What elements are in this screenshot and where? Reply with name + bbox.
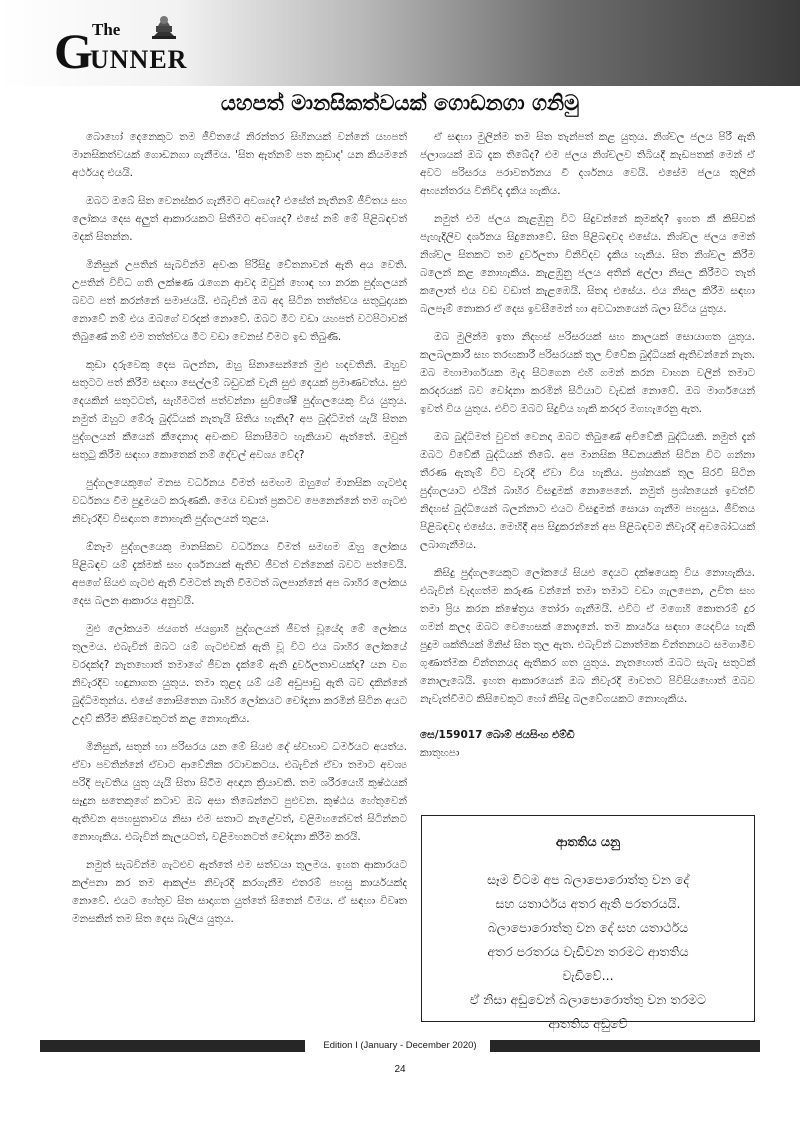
paragraph: ඕනෑම පුද්ගලයෙකු මානසිකව වර්ධනය වීමත් සමඟම ඔහු ලෝකය පිළිබඳව යම් දැක්මක් සහ දර්ශනයක් ඇතිව ජීවත් වන්නෙක් බවට පත්වෙයි. අපගේ සියළු ගැටළු ඇති වීමටත් නැති වීමටත් බලපාන්නේ අප බාහිර ලෝකය දෙස බලන ආකාරය අනුවයි. <box>72 541 407 607</box>
quote-line: වැඩිවේ... <box>562 968 614 983</box>
right-column <box>420 128 755 762</box>
author-name: සෙ/159017 බොම් ජයසිංහ එම්ඩී <box>420 729 575 741</box>
quote-line: සෑම විටම අප බලාපොරොත්තු වන දේ <box>487 872 689 887</box>
quote-line: බලාපොරොත්තු වන දේ සහ යතාර්ථය <box>487 920 689 935</box>
logo-letter-g: G <box>54 23 93 79</box>
quote-line: ඒ නිසා අඩුවෙන් බලාපොරොත්තු වන තරමට <box>469 992 707 1007</box>
quote-box-title: ආතතිය යනු <box>555 834 621 849</box>
quote-line: අතර පරතරය වැඩිවන තරමට ආතතිය <box>487 944 689 959</box>
page-number: 24 <box>394 1064 406 1075</box>
paragraph: මිනිසුන් උපතින් සැබවින්ම අවංක පිරිසිදු චේතනාවන් ඇති අය වෙති. උපතින් විවිධ ගති ලක්ෂණ රැගෙන ආවද ඔවුන් හොඳ හා නරක පුද්ගලයන් බවට පත් කරන්නේ සමාජයයි. එබැවින් ඔබ අද සිටින තත්ත්වය සතුටුදායක නොවේ නම් එය ඔබගේ වරදක් නොවේ. ඔබට මීට වඩා යහපත් වටපිටාවක් තිබුණේ නම් එම තත්ත්වය මීට වඩා වෙනස් වීමට ඉඩ තිබුණි. <box>72 259 407 343</box>
paragraph: ඔබ මුලින්ම ඉතා නිදහස් පරිසරයක් සහ කාලයක් සොයාගත යුතුය. කලබලකාරී සහ තරඟකාරී පරිසරයක් තුල විවේක බුද්ධියක් ඇතිවන්නේ නැත. ඔබ මහාමාර්ගයක මැද සිටගෙන එහි ගමන් කරන වාහන වලින් තමාට කරදරයක් බව චෝදනා කරමින් සිටියාට වැඩක් නොවේ. ඔබ මාර්ගයෙන් ඉවත් විය යුතුය. එවිට ඔබට සිදුවිය හැකි කරදර මගහැරෙනු ඇත. <box>420 331 755 415</box>
paragraph: බොහෝ දෙනෙකුට තම ජීවිතයේ නිරන්තර සිහිනයක් වන්නේ යහපත් මානසිකත්වයක් ගොඩනගා ගැනීමය. 'සිත ඇත්නම් පත කුඩාද' යන කියමනේ අර්ථයද එයයි. <box>72 131 407 179</box>
paragraph: ඒ සඳහා මුලින්ම තම සිත තැන්පත් කළ යුතුය. නිශ්චල ජලය පිරී ඇති ජලාශයක් ඔබ දැක තිබේද? එම ජලය නිශ්චලව තිබියදී කැඩපතක් මෙන් ඒ අවට පරිසරය පරාවර්තනය වී දර්ශනය වෙයි. එසේම ජලය තුලින් අභ්‍යන්තරය විනිවිද දැකිය හැකිය. <box>420 131 755 197</box>
paragraph: නමුත් සැබවින්ම ගැටළුව ඇත්තේ එම සත්වයා තුලමය. ඉහත ආකාරයට කල්පනා කර තම ආකල්ප නිවැරදි කරගැනීම එතරම් පහසු කාර්යයක්ද නොවේ. එයට හේතුව සිත සාදාගත යුත්තේ සිතෙන් වීමය. ඒ සඳහා විවෘත මනසකින් තම සිත දෙස බැලිය යුතුය. <box>72 859 407 925</box>
left-column <box>72 128 407 938</box>
quote-box-body <box>432 868 744 1036</box>
paragraph: පුද්ගලයෙකුගේ මනස වර්ධනය වීමත් සමඟම ඔහුගේ මානසික ගැටළුද වර්ධනය වීම පුදුමයට කරුණකි. මෙය වඩාත් ප්‍රකටව පෙනෙන්නේ තම ගැටළු නිවැරදිව විසඳාගත නොහැකි පුද්ගලයන් තුළය. <box>72 477 407 525</box>
crest-icon <box>150 12 178 42</box>
the-gunner-logo <box>52 18 202 84</box>
paragraph: නමුත් එම ජලය කැළඹුනු විට සිදුවන්නේ කුමක්ද? ඉහත කී කිසිවක් පැහැදිලිව දර්ශනය සිදුනොවේ. සිත පිළිබඳවද එසේය. නිශ්චල ජලය මෙන් නිශ්චල සිතකට තම දුර්වලතා විනිවිදව දැකිය හැකිය. සිත නිශ්චල කිරීම බලෙන් කළ නොහැකිය. කැළඹුනු ජලය අතින් අල්ලා නිසල කිරීමට තැත් කලොත් එය වඩ වඩාත් කැළඹෙයි. සිතද එසේය. එය නිසල කිරීම සඳහා බලපෑම් නොකර ඒ දෙස ඉවසීමෙන් හා අවධානයෙන් බලා සිටිය යුතුය. <box>420 213 755 315</box>
paragraph: කුඩා දරුවෙකු දෙස බලන්න, ඔහු සිනාසෙන්නේ මුළු හදවතිනි. ඔහුව සතුටට පත් කිරීම සඳහා සෙල්ලම් බඩුවක් වැනි සුළු දෙයක් ප්‍රමාණවත්ය. සුළු දෙයකින් සතුටටත්, සැහීමටත් පත්වන්නා සුවිශේෂී පුද්ගලයෙකු විය යුතුය. නමුත් ඔහුට මේරූ බුද්ධියක් නැතැයි සිතිය හැකිද? අප බුද්ධිමත් යැයි සිතන පුද්ගලයන් කීයෙන් කීදෙනාද අවංකව සිනාසීමට හැකියාව ඇත්තේ. ඔවුන් සතුටු කිරීම සඳහා කොතෙක් නම් දේවල් අවශ්‍ය වේද? <box>72 359 407 461</box>
logo-word-the: The <box>92 20 121 39</box>
article-title: යහපත් මානසිකත්වයක් ගොඩනගා ගනිමු <box>220 91 580 115</box>
paragraph: මිනිසුන්, සතුන් හා පරිසරය යන මේ සියළු දේ ස්වභාව ධර්මයට අයත්ය. ඒවා පවතින්නේ ඒවාට ආවේනික රටාවකටය. එබැවින් ඒවා තමාට අවශ්‍ය පරිදි පැවතිය යුතු යැයි සිතා සිටීම අඥාන ක්‍රියාවකි. තම ශරීරයෙහි කුෂ්ඨයක් සෑදුන සතෙකුගේ කටාව ඔබ අසා තිබෙන්නට පුළුවන. කුෂ්ඨය හේතුවෙන් ඇතිවන අපහසුතාවය නිසා එම සතාට කැළේවත්, වළිමහනේවත් සිටින්නට නොහැකිය. එබැවින් කැලයටත්, වළිමහනටත් චෝදනා කිරීම කරයි. <box>72 741 407 843</box>
author-block <box>420 726 755 762</box>
quote-box <box>421 815 755 1031</box>
author-location: කාතුහපා <box>420 747 460 759</box>
paragraph: ඔබ බුද්ධිමත් වුවත් වෙනදා ඔබට තිබුණේ අවිවේකී බුද්ධියකි. නමුත් දැන් ඔබට විවේකී බුද්ධියක් තිබේ. අප මානසික පීඩනයකින් සිටින විට ගන්නා තීරණ ඇතැම් විට වැරදි ඒවා විය හැකිය. ප්‍රශ්නයක් තුල සිරවී සිටින පුද්ගලයාට එයින් බාහිර විසඳුමක් නොපෙනේ. නමුත් ප්‍රශ්නයෙන් ඉවත්වී නිදහස් බුද්ධියෙන් බලන්නාට එයට විසඳුමක් සොයා ගැනීම පහසුය. ජීවිතය පිළිබඳවද එසේය. මෙහිදී අප සිදුකරන්නේ අප පිළිබඳවම නිවැරදි අවබෝධයක් ලබාගැනීමය. <box>420 431 755 551</box>
quote-line: සහ යතාර්ථය අතර ඇති පරතරයයි. <box>495 896 681 911</box>
logo-word-unner: UNNER <box>90 45 188 74</box>
paragraph: ඔබට ඔබේ සිත වෙනස්කර ගැනීමට අවශ්‍යද? එසේත් නැතිනම් ජීවිතය සහ ලෝකය දෙස අලුත් ආකාරයකට සිතීමට අවශ්‍යද? එසේ නම් මේ පිළිබඳවත් මදක් සිතන්න. <box>72 195 408 243</box>
quote-line: ආතතිය අඩුවේ <box>548 1016 628 1031</box>
paragraph: කිසිදු පුද්ගලයෙකුට ලෝකයේ සියළු දෙයට දක්ෂයෙකු විය නොහැකිය. එබැවින් වැදගත්ම කරුණ වන්නේ තමා තමාට වඩා ගැලපෙන, උචිත සහ තමා ප්‍රිය කරන ක්ෂේත්‍රය තෝරා ගැනීමයි. එවිට ඒ මගෙහි කොතරම් දුර ගමන් කලද ඔබට වෙහෙසක් නොදැනේ. තම කාර්යය සඳහා යෙදවිය හැකි පුදුම ශක්තියක් මිනිස් සිත තුල ඇත. එබැවින් ධනාත්මක චින්තනයට සමගාමීව ගුණාත්මක චින්තනයද ඇතිකර ගත යුතුය. නැතහොත් ඔබට සැබෑ සතුටක් නොලැබෙයි. ඉහත ආකාරයෙන් ඔබ නිවැරදි මාවතට පිවිසියහොත් ඔබව නැවැත්වීමට කිසිවෙකුට හෝ කිසිදු බලවේගයකට නොහැකිය. <box>420 567 755 705</box>
edition-label: Edition I (January - December 2020) <box>323 1040 477 1051</box>
paragraph: මුළු ලෝකයම ජයගත් ජයග්‍රාහී පුද්ගලයන් ජීවත් වූයේද මේ ලෝකය තුලමය. එබැවින් ඔබට යම් ගැටළුවක් ඇති වූ විට එය බාහිර ලෝකයේ වරදක්ද? නැතහොත් තමාගේ ජීවන දැක්මේ ඇති දුර්වලතාවයක්ද? යන වග නිවැරදිව හඳුනාගත යුතුය. තමා තුළද යම් යම් අඩුපාඩු ඇති බව දකින්නේ බුද්ධිමතුන්ය. එසේ නොසිතෙන බාහිර ලෝකයට චෝදනා කරමින් සිටින අයට උදව් කිරීම කිසිවෙකුටත් කළ නොහැකිය. <box>72 623 407 725</box>
